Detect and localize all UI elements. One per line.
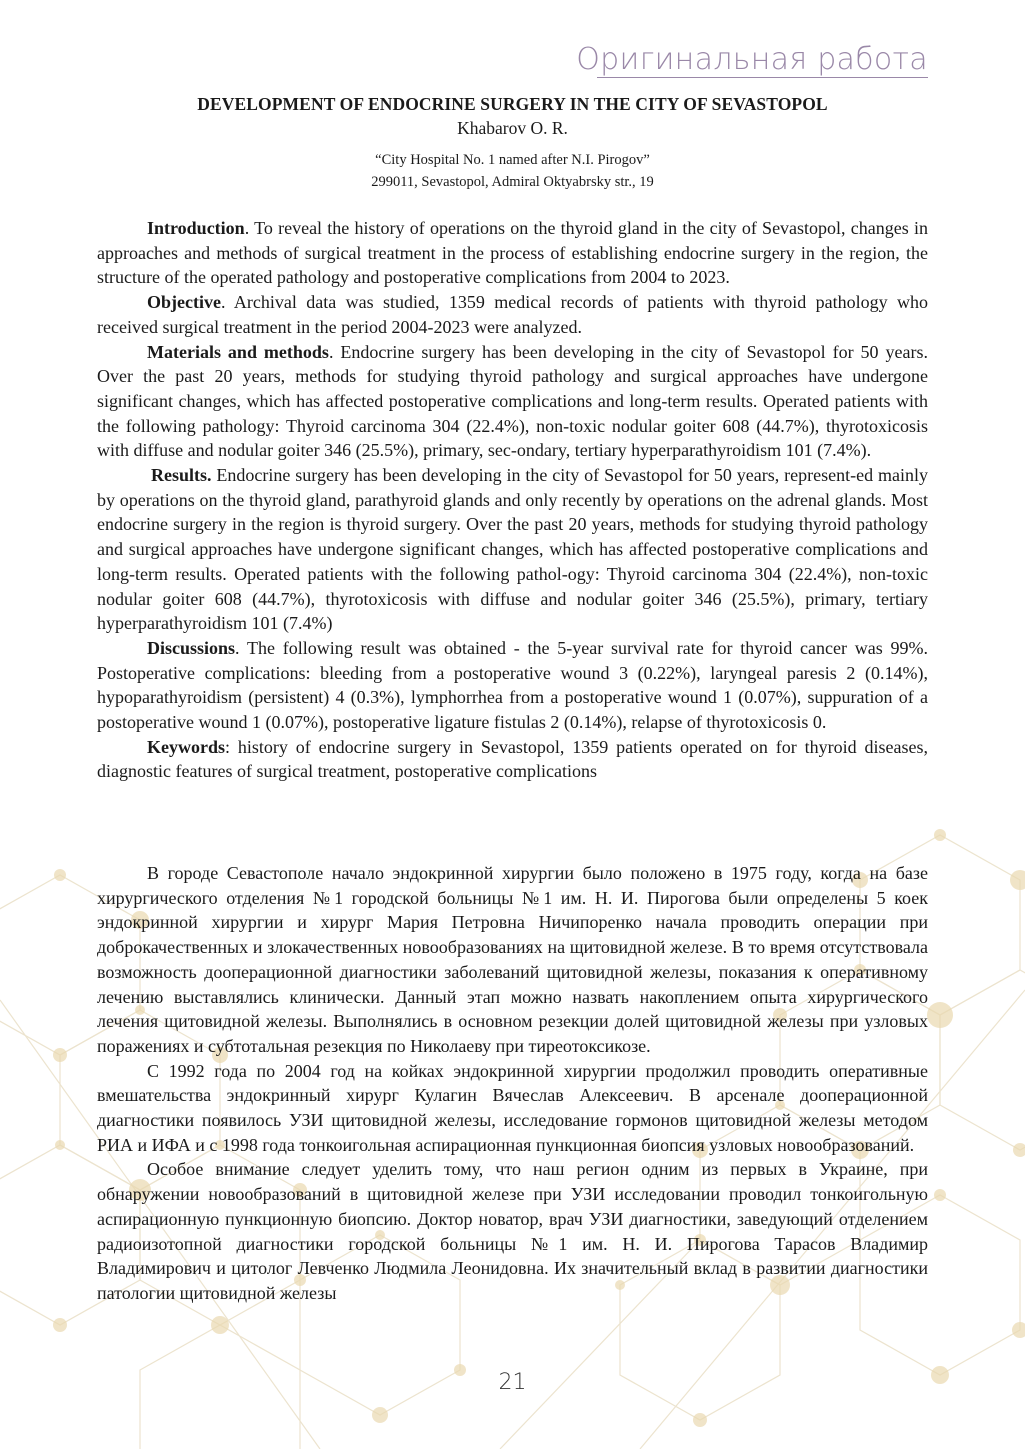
paragraph-1: В городе Севастополе начало эндокринной хирургии было положено в 1975 году, когда на базе хирургического отделения №1 городской больницы №1 им. Н. И. Пирогова были определены 5 коек эндокринной хирургии и хирург Мария Петровна Ничипоренко начала проводить операции при доброкачественных и злокачественных новообразованиях на щитовидной железе. В то время отсутствовала возможность дооперационной диагностики заболеваний щитовидной железы, показания к оперативному лечению выставлялись клинически. Данный этап можно назвать накоплением опыта хирургического лечения щитовидной железы. Выполнялись в основном резекции долей щитовидной железы при узловых поражениях и субтотальная резекция по Николаеву при тиреотоксикозе.: [97, 863, 928, 1056]
abstract-introduction-text: . To reveal the history of operations on the thyroid gland in the city of Sevastopol, changes in approaches and methods of surgical treatment in the process of establishing endocrine surgery in the region, the structure of the operated pathology and postoperative complications from 2004 to 2023.: [97, 218, 928, 288]
abstract-introduction: [97, 216, 928, 290]
abstract-keywords-label: Keywords: [147, 736, 225, 757]
abstract-results-label: Results.: [151, 465, 212, 486]
abstract-materials-text: . Endocrine surgery has been developing in the city of Sevastopol for 50 years. Over the past 20 years, methods for studying thyroid pathology and surgical approaches have undergone significant changes, which has affected postoperative complications and long-term results. Operated patients with the following pathology: Thyroid carcinoma 304 (22.4%), non-toxic nodular goiter 608 (44.7%), thyrotoxicosis with diffuse and nodular goiter 346 (25.5%), primary, sec-ondary, tertiary hyperparathyroidism 101 (7.4%).: [97, 341, 928, 461]
affiliation-line-2: 299011, Sevastopol, Admiral Oktyabrsky str., 19: [371, 174, 654, 190]
abstract-objective: [97, 290, 928, 339]
abstract-objective-label: Objective: [147, 292, 221, 313]
abstract-introduction-label: Introduction: [147, 218, 245, 238]
abstract-objective-text: . Archival data was studied, 1359 medical records of patients with thyroid pathology who received surgical treatment in the period 2004-2023 were analyzed.: [97, 292, 928, 337]
article-title: DEVELOPMENT OF ENDOCRINE SURGERY IN THE CITY OF SEVASTOPOL: [197, 94, 828, 114]
abstract-results: [97, 463, 928, 636]
header-rule: [597, 77, 928, 78]
abstract-keywords-text: : history of endocrine surgery in Sevastopol, 1359 patients operated on for thyroid diseases, diagnostic features of surgical treatment, postoperative complications: [97, 736, 928, 782]
abstract-materials-label: Materials and methods: [147, 341, 329, 362]
section-header-label: Оригинальная работа: [576, 42, 928, 77]
page-number: 21: [498, 1370, 527, 1395]
abstract-materials: [97, 340, 928, 464]
abstract-discussions: [97, 636, 928, 735]
abstract-results-text: Endocrine surgery has been developing in the city of Sevastopol for 50 years, represent-ed mainly by operations on the thyroid gland, parathyroid glands and only recently by operations on the adrenal glands. Most endocrine surgery in the region is thyroid surgery. Over the past 20 years, methods for studying thyroid pathology and surgical approaches have undergone significant changes, which has affected postoperative complications and long-term results. Operated patients with the following pathol-ogy: Thyroid carcinoma 304 (22.4%), non-toxic nodular goiter 608 (44.7%), thyrotoxicosis with diffuse and nodular goiter 346 (25.5%), primary, tertiary hyperparathyroidism 101 (7.4%): [97, 465, 928, 634]
article-author: Khabarov O. R.: [457, 118, 568, 138]
paragraph-3: Особое внимание следует уделить тому, что наш регион одним из первых в Украине, при обнаружении новообразований в щитовидной железе при УЗИ исследовании проводил тонкоигольную аспирационную пункционную биопсию. Доктор новатор, врач УЗИ диагностики, заведующий отделением радиоизотопной диагностики городской больницы №1 им. Н. И. Пирогова Тарасов Владимир Владимирович и цитолог Левченко Людмила Леонидовна. Их значительный вклад в развитии диагностики патологии щитовидной железы: [97, 1159, 928, 1303]
abstract-discussions-text: . The following result was obtained - the 5-year survival rate for thyroid cancer was 99%. Postoperative complications: bleeding from a postoperative wound 3 (0.22%), laryngeal paresis 2 (0.14%), hypoparathyroidism (persistent) 4 (0.3%), lymphorrhea from a postoperative wound 1 (0.07%), suppuration of a postoperative wound 1 (0.07%), postoperative ligature fistulas 2 (0.14%), relapse of thyrotoxicosis 0.: [97, 637, 928, 733]
affiliation-line-1: “City Hospital No. 1 named after N.I. Pirogov”: [375, 152, 650, 168]
abstract-discussions-label: Discussions: [147, 637, 236, 658]
abstract-keywords: [97, 735, 928, 784]
abstract: [97, 216, 928, 784]
main-text: [97, 861, 928, 1306]
paragraph-2: С 1992 года по 2004 год на койках эндокринной хирургии продолжил проводить оперативные вмешательства эндокринный хирург Кулагин Вячеслав Алексеевич. В арсенале дооперационной диагностики появилось УЗИ щитовидной железы, исследование гормонов щитовидной железы методом РИА и ИФА и с 1998 года тонкоигольная аспирационная пункционная биопсия узловых новообразований.: [97, 1060, 928, 1155]
